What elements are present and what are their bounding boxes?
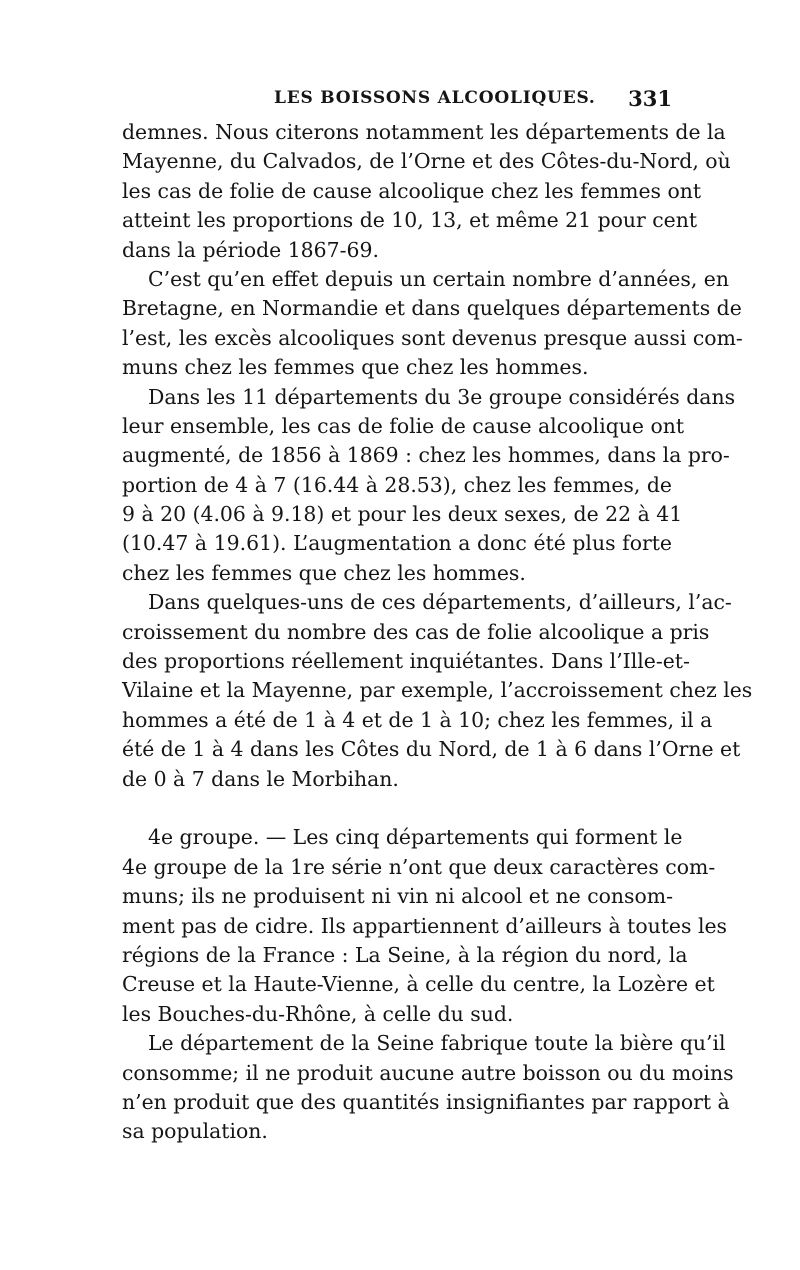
text-line: Bretagne, en Normandie et dans quelques départements de (122, 296, 742, 321)
text-line: été de 1 à 4 dans les Côtes du Nord, de 1 à 6 dans l’Orne et (122, 737, 741, 762)
text-line: muns chez les femmes que chez les hommes. (122, 355, 589, 380)
text-line: Vilaine et la Mayenne, par exemple, l’accroissement chez les (122, 678, 753, 703)
text-line: l’est, les excès alcooliques sont devenus presque aussi com- (122, 325, 743, 350)
text-line: croissement du nombre des cas de folie alcoolique a pris (122, 619, 710, 644)
text-line: dans la période 1867-69. (122, 237, 379, 262)
text-line: C’est qu’en effet depuis un certain nombre d’années, en (148, 266, 729, 291)
text-line: Mayenne, du Calvados, de l’Orne et des Côtes-du-Nord, où (122, 149, 731, 174)
text-line: les Bouches-du-Rhône, à celle du sud. (122, 1001, 514, 1026)
text-line: Dans quelques-uns de ces départements, d’ailleurs, l’ac- (148, 590, 732, 615)
text-line: leur ensemble, les cas de folie de cause alcoolique ont (122, 413, 685, 438)
text-line: 4e groupe. — Les cinq départements qui forment le (148, 825, 683, 850)
text-line: 9 à 20 (4.06 à 9.18) et pour les deux sexes, de 22 à 41 (122, 502, 683, 527)
running-title: LES BOISSONS ALCOOLIQUES. (274, 88, 596, 108)
text-line: demnes. Nous citerons notamment les départements de la (122, 120, 726, 144)
text-line: chez les femmes que chez les hommes. (122, 560, 526, 585)
text-line: sa population. (122, 1119, 268, 1144)
page-number: 331 (628, 86, 672, 111)
text-line: hommes a été de 1 à 4 et de 1 à 10; chez les femmes, il a (122, 707, 713, 732)
text-line: (10.47 à 19.61). L’augmentation a donc été plus forte (122, 531, 672, 556)
running-header (122, 88, 672, 118)
text-line: n’en produit que des quantités insignifiantes par rapport à (122, 1089, 730, 1114)
text-line: muns; ils ne produisent ni vin ni alcool et ne consom- (122, 884, 674, 909)
text-line: régions de la France : La Seine, à la région du nord, la (122, 942, 688, 967)
text-line: des proportions réellement inquiétantes. Dans l’Ille-et- (122, 649, 690, 674)
text-line: portion de 4 à 7 (16.44 à 28.53), chez les femmes, de (122, 472, 672, 497)
text-line: augmenté, de 1856 à 1869 : chez les hommes, dans la pro- (122, 443, 730, 468)
text-line: atteint les proportions de 10, 13, et même 21 pour cent (122, 208, 698, 233)
text-line: ment pas de cidre. Ils appartiennent d’ailleurs à toutes les (122, 913, 727, 938)
text-line: de 0 à 7 dans le Morbihan. (122, 766, 399, 791)
text-line: consomme; il ne produit aucune autre boisson ou du moins (122, 1060, 734, 1085)
section-gap (122, 794, 672, 823)
text-line: les cas de folie de cause alcoolique chez les femmes ont (122, 178, 702, 203)
body-text (122, 118, 753, 1147)
text-line: Dans les 11 départements du 3e groupe considérés dans (148, 384, 736, 409)
text-line: Le département de la Seine fabrique toute la bière qu’il (148, 1031, 726, 1056)
text-line: Creuse et la Haute-Vienne, à celle du centre, la Lozère et (122, 972, 715, 997)
text-line: 4e groupe de la 1re série n’ont que deux caractères com- (122, 854, 716, 879)
